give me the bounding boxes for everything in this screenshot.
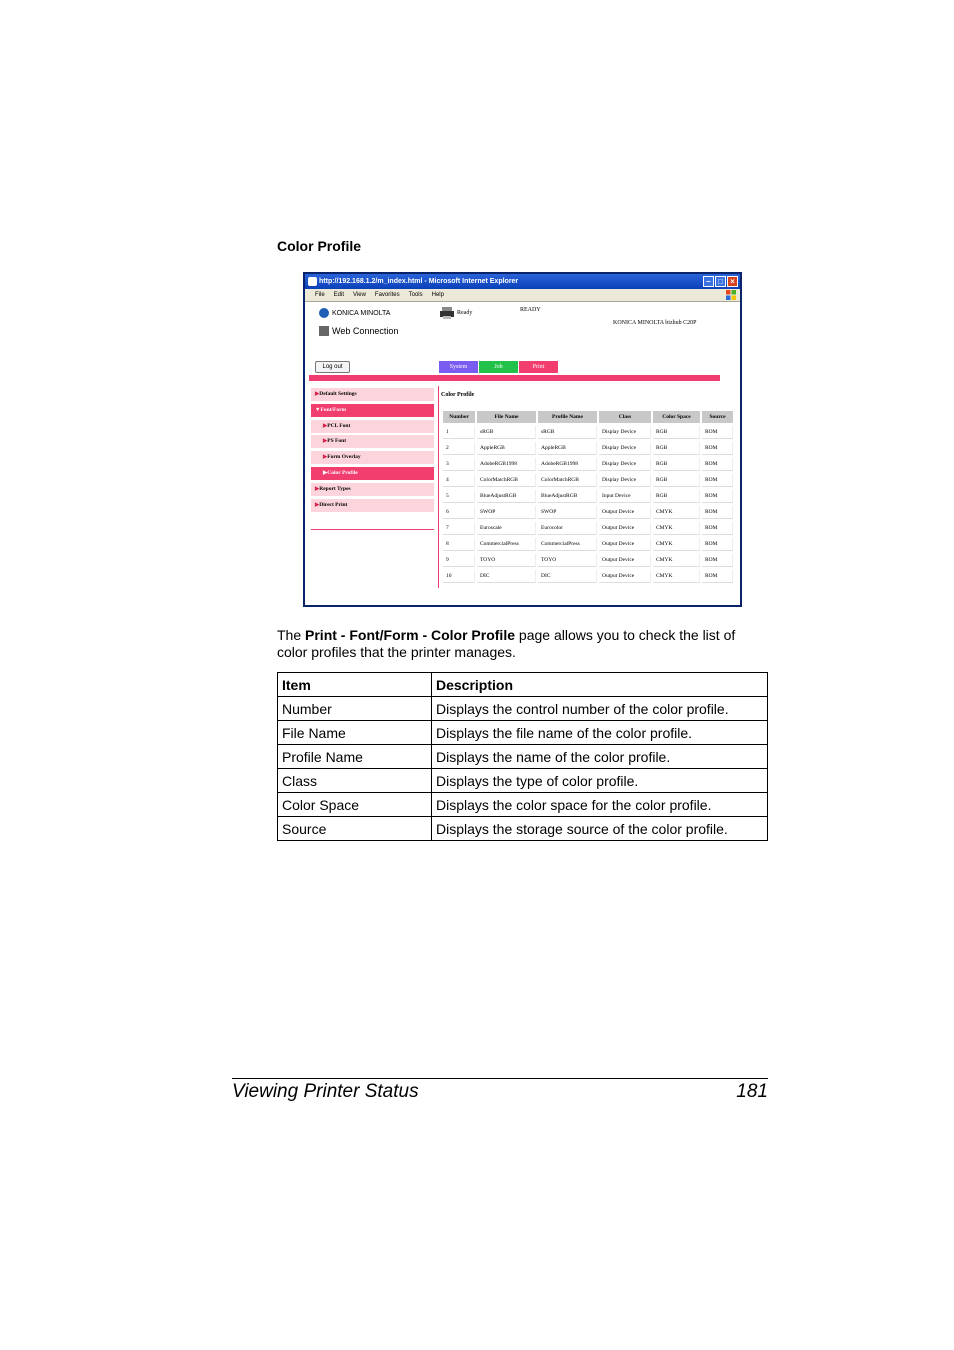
web-connection-label: Web Connection [332, 326, 399, 336]
table-cell: ROM [702, 570, 733, 583]
item-description-table [277, 672, 768, 841]
table-cell: 10 [443, 570, 475, 583]
table-row [443, 442, 733, 455]
column-header: Source [702, 411, 733, 423]
arrow-icon: ▶ [323, 469, 328, 476]
desc-table-row [278, 793, 768, 817]
table-cell: AppleRGB [538, 442, 597, 455]
vertical-divider [438, 386, 439, 588]
table-cell: DIC [538, 570, 597, 583]
arrow-icon: ▶ [315, 485, 320, 492]
table-cell: AppleRGB [477, 442, 536, 455]
table-cell: ColorMatchRGB [538, 474, 597, 487]
ie-icon [308, 277, 317, 286]
window-title: http://192.168.1.2/m_index.html - Microsoft Internet Explorer [319, 278, 519, 285]
column-header: Number [443, 411, 475, 423]
footer-rule [232, 1078, 768, 1079]
table-cell: CMYK [653, 570, 700, 583]
section-heading: Color Profile [277, 238, 362, 254]
description-cell: Displays the color space for the color profile. [432, 793, 768, 817]
table-cell: 4 [443, 474, 475, 487]
sidebar-item-label: PCL Font [327, 422, 351, 429]
printer-icon [440, 307, 454, 319]
windows-logo-icon [726, 290, 736, 300]
table-cell: CMYK [653, 522, 700, 535]
item-cell: Class [278, 769, 432, 793]
table-cell: 6 [443, 506, 475, 519]
table-row [443, 458, 733, 471]
printer-model: KONICA MINOLTA bizhub C20P [613, 320, 697, 326]
sidebar-item-label: Default Settings [319, 391, 357, 397]
table-cell: ROM [702, 538, 733, 551]
desc-table-row [278, 817, 768, 841]
table-cell: ROM [702, 522, 733, 535]
desc-table-row [278, 745, 768, 769]
brand-name: KONICA MINOLTA [332, 309, 391, 317]
table-cell: 3 [443, 458, 475, 471]
table-cell: 5 [443, 490, 475, 503]
printer-status-label: Ready [457, 310, 473, 316]
table-cell: Output Device [599, 506, 651, 519]
sidebar-item-label: Direct Print [319, 501, 348, 508]
table-cell: Output Device [599, 538, 651, 551]
table-cell: 1 [443, 426, 475, 439]
table-cell: sRGB [538, 426, 597, 439]
tab-system[interactable]: System [439, 361, 478, 373]
desc-column-header: Description [432, 673, 768, 697]
table-cell: CMYK [653, 506, 700, 519]
item-cell: File Name [278, 721, 432, 745]
table-cell: AdobeRGB1998 [477, 458, 536, 471]
sidebar-item-report-types[interactable] [311, 483, 434, 496]
table-cell: CommercialPress [538, 538, 597, 551]
table-row [443, 570, 733, 583]
paragraph-pre: The [277, 627, 306, 643]
table-cell: TOYO [538, 554, 597, 567]
web-connection-logo [319, 326, 398, 336]
browser-window-screenshot [303, 272, 742, 607]
table-cell: ROM [702, 442, 733, 455]
desc-table-row [278, 721, 768, 745]
table-cell: SWOP [538, 506, 597, 519]
desc-column-header: Item [278, 673, 432, 697]
table-row [443, 506, 733, 519]
sidebar-item-label: PS Font [327, 438, 347, 445]
tab-print[interactable]: Print [519, 361, 558, 373]
menu-item-view[interactable]: View [353, 292, 366, 298]
table-cell: CMYK [653, 554, 700, 567]
arrow-icon: ▶ [323, 438, 328, 445]
table-cell: 2 [443, 442, 475, 455]
table-cell: DIC [477, 570, 536, 583]
desc-table-row [278, 697, 768, 721]
table-cell: AdobeRGB1998 [538, 458, 597, 471]
sidebar-item-default-settings[interactable] [311, 388, 434, 401]
printer-status-value: READY [520, 307, 541, 313]
arrow-icon: ▶ [323, 454, 328, 461]
table-cell: ROM [702, 474, 733, 487]
page-number: 181 [736, 1081, 768, 1102]
header-divider [309, 375, 720, 381]
menu-item-edit[interactable]: Edit [333, 292, 345, 298]
table-row [443, 538, 733, 551]
item-cell: Color Space [278, 793, 432, 817]
column-header: Profile Name [538, 411, 597, 423]
description-cell: Displays the file name of the color profile. [432, 721, 768, 745]
menu-item-file[interactable]: File [315, 292, 325, 298]
color-profile-table [441, 408, 735, 586]
item-cell: Profile Name [278, 745, 432, 769]
table-cell: Input Device [599, 490, 651, 503]
table-cell: ROM [702, 426, 733, 439]
table-cell: ROM [702, 490, 733, 503]
footer-title: Viewing Printer Status [232, 1081, 419, 1102]
sidebar-item-label: Font/Form [320, 406, 347, 413]
table-cell: 9 [443, 554, 475, 567]
menu-bar [305, 289, 740, 302]
paragraph-post: page allows you to check the list of color profiles that the printer manages. [277, 627, 736, 660]
maximize-icon[interactable]: □ [715, 276, 726, 287]
table-cell: Display Device [599, 442, 651, 455]
table-cell: Display Device [599, 426, 651, 439]
table-cell: RGB [653, 458, 700, 471]
table-row [443, 490, 733, 503]
description-cell: Displays the control number of the color profile. [432, 697, 768, 721]
table-cell: sRGB [477, 426, 536, 439]
table-cell: ROM [702, 506, 733, 519]
logout-button[interactable]: Log out [315, 361, 350, 373]
table-cell: RGB [653, 474, 700, 487]
column-header: Color Space [653, 411, 700, 423]
arrow-icon: ▶ [315, 501, 320, 508]
table-cell: ROM [702, 554, 733, 567]
arrow-icon: ▼ [315, 406, 321, 413]
table-row [443, 522, 733, 535]
table-cell: CommercialPress [477, 538, 536, 551]
table-cell: Output Device [599, 570, 651, 583]
main-tabs [439, 361, 558, 373]
table-cell: Display Device [599, 474, 651, 487]
table-cell: RGB [653, 426, 700, 439]
tab-job[interactable]: Job [479, 361, 518, 373]
table-cell: CMYK [653, 538, 700, 551]
description-cell: Displays the type of color profile. [432, 769, 768, 793]
sidebar-item-font-form[interactable] [311, 404, 434, 417]
sidebar-item-form-overlay[interactable] [311, 451, 434, 464]
table-cell: 7 [443, 522, 475, 535]
column-header: File Name [477, 411, 536, 423]
table-row [443, 474, 733, 487]
menu-item-help[interactable]: Help [431, 292, 444, 298]
close-icon[interactable]: × [727, 276, 738, 287]
table-row [443, 554, 733, 567]
table-cell: Display Device [599, 458, 651, 471]
sidebar-item-color-profile[interactable] [311, 467, 434, 480]
table-cell: 8 [443, 538, 475, 551]
table-cell: ROM [702, 458, 733, 471]
sidebar-menu [311, 388, 434, 514]
sidebar-item-ps-font[interactable] [311, 435, 434, 448]
table-cell: ColorMatchRGB [477, 474, 536, 487]
sidebar-divider [311, 529, 434, 530]
table-cell: Output Device [599, 554, 651, 567]
page-scope-logo-icon [319, 326, 329, 336]
sidebar-item-label: Report Types [319, 485, 351, 492]
table-cell: Output Device [599, 522, 651, 535]
sidebar-item-label: Color Profile [327, 469, 358, 476]
web-page-content [305, 302, 740, 604]
table-row [443, 426, 733, 439]
menu-item-favorites[interactable]: Favorites [374, 292, 400, 298]
paragraph-path: Print - Font/Form - Color Profile [305, 627, 516, 643]
description-paragraph [277, 627, 767, 661]
window-titlebar [305, 274, 740, 289]
table-cell: BlueAdjustRGB [538, 490, 597, 503]
konica-minolta-globe-icon [319, 308, 329, 318]
sidebar-item-label: Form Overlay [327, 454, 361, 461]
table-cell: RGB [653, 490, 700, 503]
table-cell: BlueAdjustRGB [477, 490, 536, 503]
arrow-icon: ▶ [323, 422, 328, 429]
table-cell: TOYO [477, 554, 536, 567]
column-header: Class [599, 411, 651, 423]
sidebar-item-direct-print[interactable] [311, 499, 434, 512]
item-cell: Source [278, 817, 432, 841]
table-cell: Euroscale [477, 522, 536, 535]
minimize-icon[interactable]: – [703, 276, 714, 287]
arrow-icon: ▶ [315, 391, 320, 397]
table-cell: SWOP [477, 506, 536, 519]
item-cell: Number [278, 697, 432, 721]
desc-table-row [278, 769, 768, 793]
table-cell: RGB [653, 442, 700, 455]
menu-item-tools[interactable]: Tools [408, 292, 423, 298]
konica-minolta-logo [319, 308, 390, 318]
sidebar-item-pcl-font[interactable] [311, 420, 434, 433]
table-cell: Eurocolor [538, 522, 597, 535]
description-cell: Displays the storage source of the color profile. [432, 817, 768, 841]
panel-title: Color Profile [441, 392, 475, 398]
description-cell: Displays the name of the color profile. [432, 745, 768, 769]
